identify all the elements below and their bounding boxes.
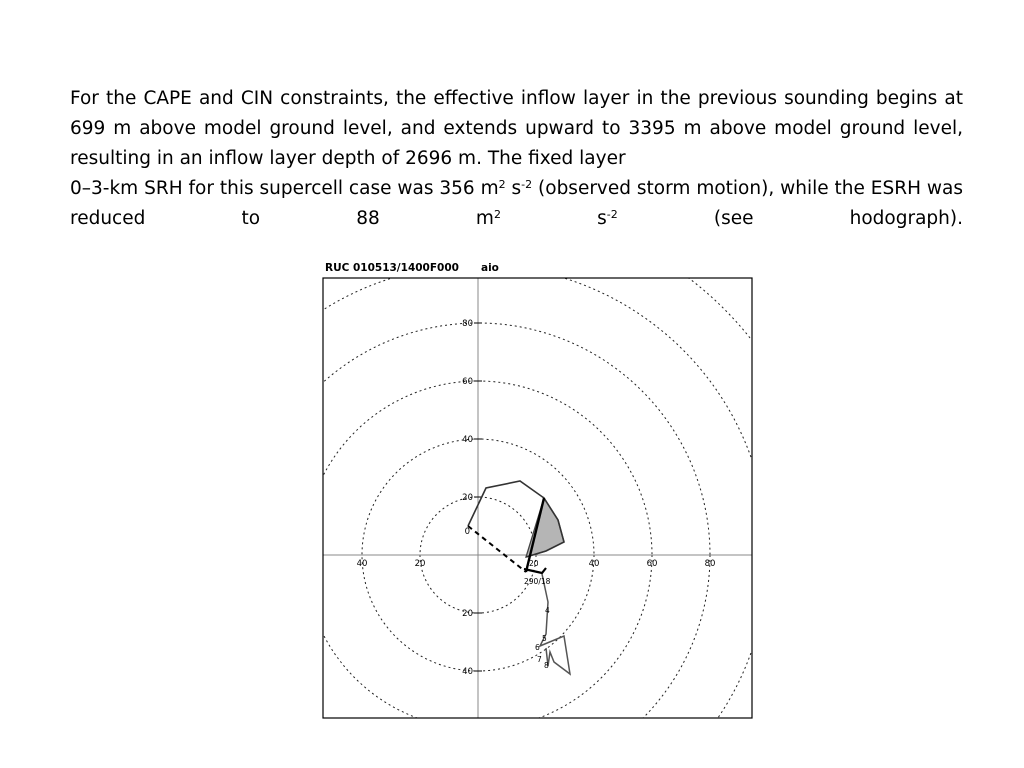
hodograph-header: RUC 010513/1400F000 <box>325 262 459 274</box>
ring-120 <box>318 256 758 724</box>
text-srh: 0–3-km SRH for this supercell case was 356 m <box>70 178 499 199</box>
y-tick-label: 80 <box>462 319 473 329</box>
x-tick-label: 40 <box>588 559 600 569</box>
height-label: 4 <box>545 606 550 615</box>
paragraph-2 <box>70 174 963 234</box>
x-tick-label: 80 <box>704 559 716 569</box>
height-label: 5 <box>542 634 547 643</box>
text-see-hodograph: (see hodograph). <box>617 208 963 229</box>
paragraph-1: For the CAPE and CIN constraints, the effective inflow layer in the previous sounding begins at 699 m above model ground level, and extends upward to 3395 m above model ground level, resulting in an inflow layer depth of 2696 m. The fixed layer <box>70 88 963 169</box>
superscript-2b: 2 <box>493 207 501 221</box>
superscript-neg2: -2 <box>521 177 533 191</box>
storm-motion-arrow <box>524 568 546 573</box>
height-label: 8 <box>544 661 549 670</box>
y-tick-label: 40 <box>462 667 473 677</box>
text-esrh: (observed storm motion), while the ESRH was reduced to 88 m <box>70 178 963 229</box>
height-label: 6 <box>535 643 540 652</box>
ring-60 <box>318 381 652 724</box>
range-rings <box>318 256 758 724</box>
hodograph-station: aio <box>481 262 499 274</box>
y-tick-labels <box>462 319 473 677</box>
y-tick-label: 20 <box>462 493 473 503</box>
height-label: 7 <box>537 655 542 664</box>
y-tick-label: 40 <box>462 435 473 445</box>
storm-motion-label: 290/18 <box>524 577 551 586</box>
origin-label: 0 <box>464 527 470 537</box>
body-text <box>70 84 963 234</box>
ring-80 <box>318 323 710 724</box>
height-label: 20 <box>529 559 539 568</box>
x-tick-label: 40 <box>356 559 368 569</box>
text-s: s <box>505 178 522 199</box>
storm-motion-dashed <box>468 526 526 572</box>
x-tick-label: 20 <box>414 559 426 569</box>
hodograph-trace-lower <box>540 574 570 674</box>
y-tick-label: 20 <box>462 609 473 619</box>
superscript-neg2b: -2 <box>606 207 618 221</box>
hodograph-figure <box>318 256 758 724</box>
x-tick-label: 60 <box>646 559 658 569</box>
superscript-2: 2 <box>498 177 506 191</box>
plot-frame <box>323 278 752 718</box>
y-tick-label: 60 <box>462 377 473 387</box>
text-s2: s <box>500 208 607 229</box>
